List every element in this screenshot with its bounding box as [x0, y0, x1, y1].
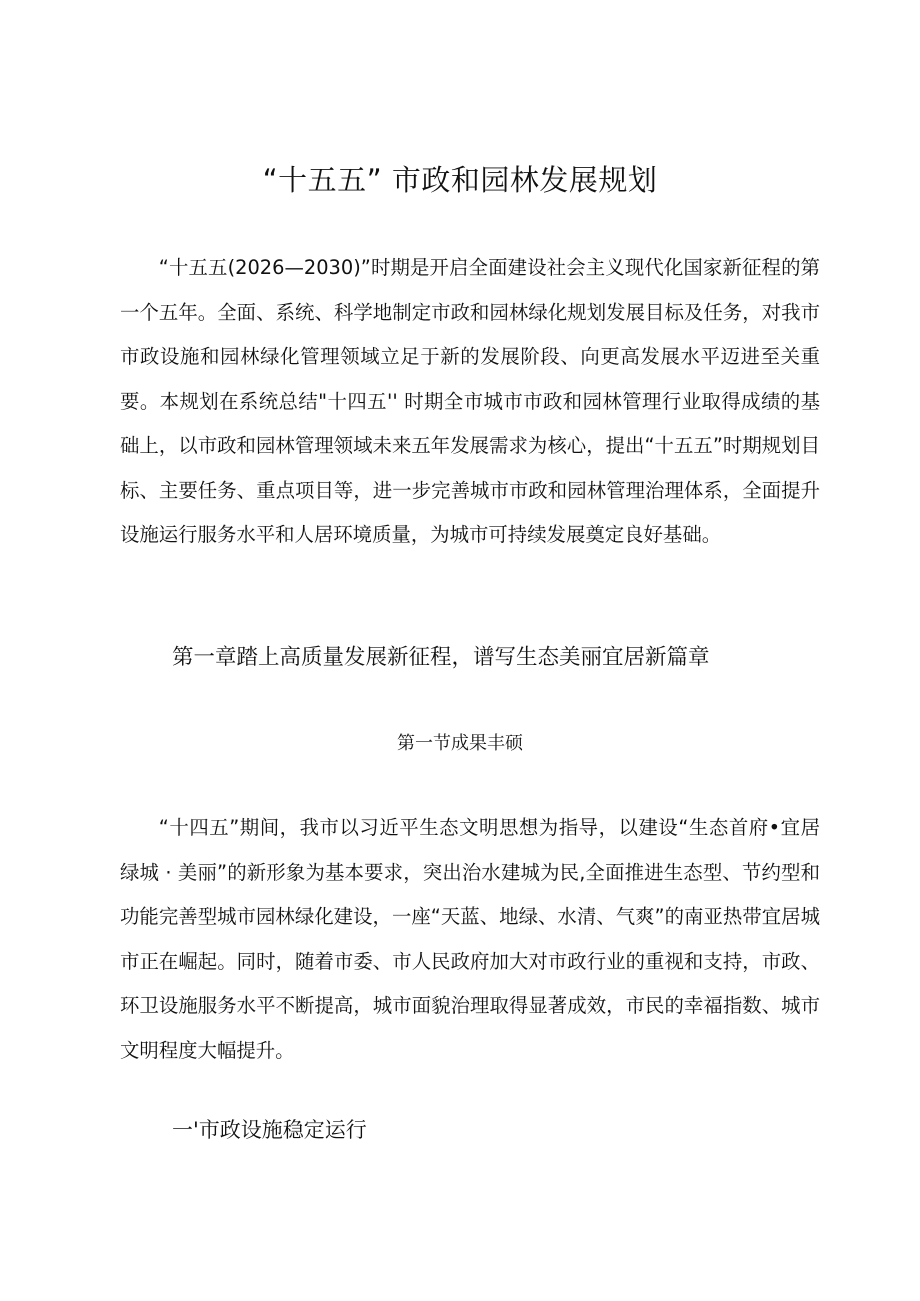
intro-paragraph: “十五五(2026—2030)”时期是开启全面建设社会主义现代化国家新征程的第一个五年。全面、系统、科学地制定市政和园林绿化规划发展目标及任务，对我市市政设施和园林绿化管理领域立足于新的发展阶段、向更高发展水平迈进至关重要。本规划在系统总结"十四五'' 时期全市城市市政和园林管理行业取得成绩的基础上，以市政和园林管理领域未来五年发展需求为核心，提出“十五五”时期规划目标、主要任务、重点项目等，进一步完善城市市政和园林管理治理体系，全面提升设施运行服务水平和人居环境质量，为城市可持续发展奠定良好基础。	[120, 256, 820, 546]
subsection-heading: 一'市政设施稳定运行	[172, 1118, 367, 1142]
document-title: “十五五” 市政和园林发展规划	[262, 163, 658, 197]
chapter-heading: 第一章踏上高质量发展新征程，谱写生态美丽宜居新篇章	[172, 645, 710, 670]
section-paragraph: “十四五”期间，我市以习近平生态文明思想为指导，以建设“生态首府•宜居绿城 · 美丽”的新形象为基本要求，突出治水建城为民,全面推进生态型、节约型和功能完善型城市园林绿化建设，一座“天蓝、地绿、水清、气爽”的南亚热带宜居城市正在崛起。同时，随着市委、市人民政府加大对市政行业的重视和支持，市政、环卫设施服务水平不断提高，城市面貌治理取得显著成效，市民的幸福指数、城市文明程度大幅提升。	[120, 816, 820, 1062]
section-heading: 第一节成果丰硕	[397, 733, 523, 754]
